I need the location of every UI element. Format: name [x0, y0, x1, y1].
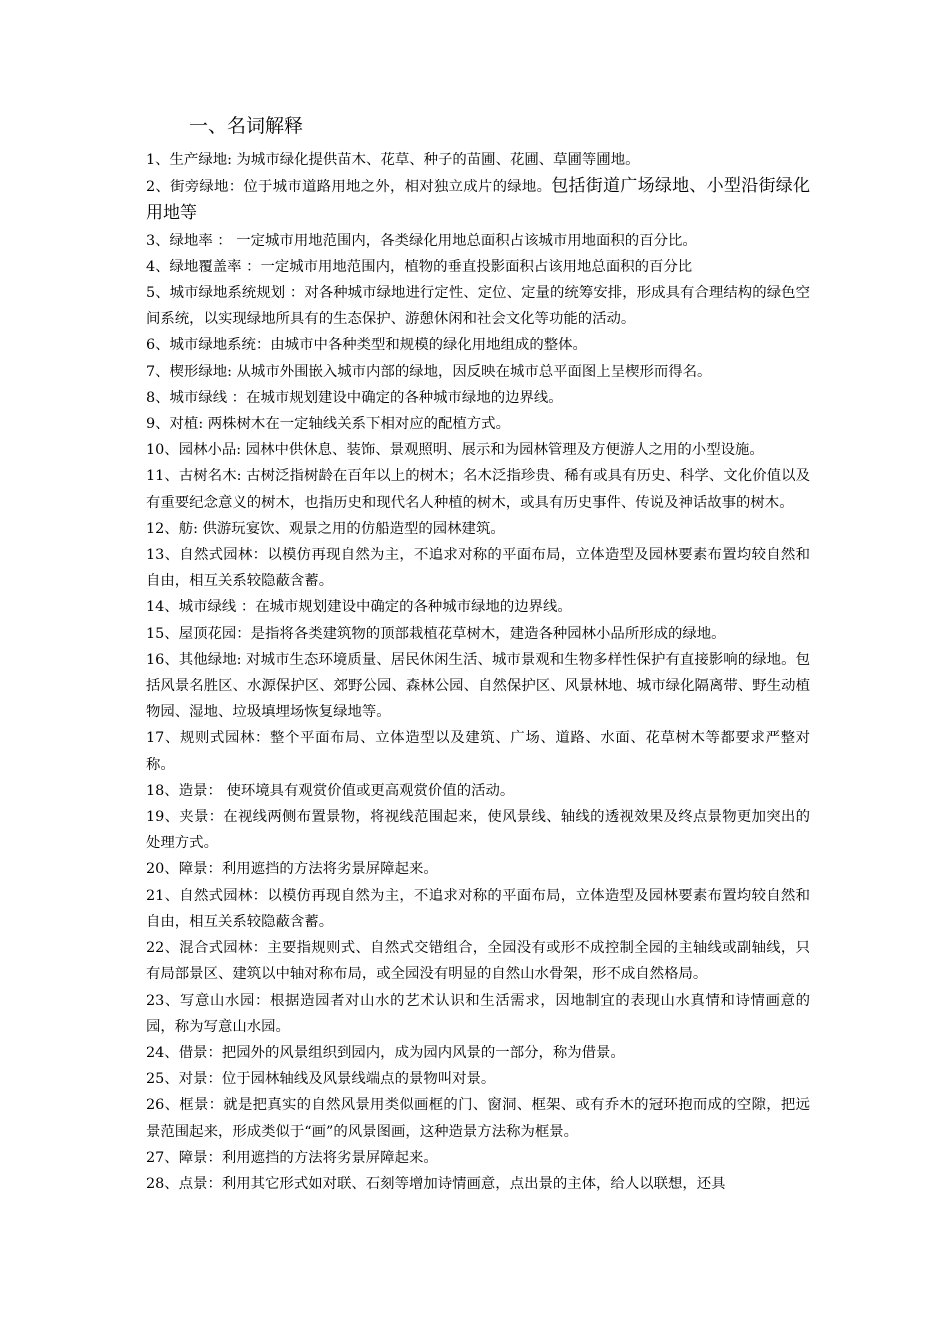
- definitions-list: [146, 147, 810, 1197]
- list-item: 6、城市绿地系统：由城市中各种类型和规模的绿化用地组成的整体。: [146, 337, 587, 354]
- list-item: 4、绿地覆盖率 ：一定城市用地范围内，植物的垂直投影面积占该用地总面积的百分比: [146, 258, 693, 275]
- list-item: 20、障景：利用遮挡的方法将劣景屏障起来。: [146, 861, 438, 878]
- list-item: 16、其他绿地: 对城市生态环境质量、居民休闲生活、城市景观和生物多样性保护有直接影响的绿地。包括风景名胜区、水源保护区、郊野公园、森林公园、自然保护区、风景林地、城市绿化隔离带、野生动植物园、湿地、垃圾填埋场恢复绿地等。: [146, 651, 810, 721]
- list-item: 12、舫: 供游玩宴饮、观景之用的仿船造型的园林建筑。: [146, 520, 505, 537]
- list-item: 1、生产绿地: 为城市绿化提供苗木、花草、种子的苗圃、花圃、草圃等圃地。: [146, 152, 640, 168]
- list-item: 21、自然式园林：以模仿再现自然为主，不追求对称的平面布局，立体造型及园林要素布置均较自然和自由，相互关系较隐蔽含蓄。: [146, 887, 810, 930]
- list-item: 27、障景：利用遮挡的方法将劣景屏障起来。: [146, 1149, 438, 1166]
- list-item: 5、城市绿地系统规划 ：对各种城市绿地进行定性、定位、定量的统筹安排，形成具有合理结构的绿色空间系统，以实现绿地所具有的生态保护、游憩休闲和社会文化等功能的活动。: [146, 285, 810, 328]
- list-item: 2、街旁绿地：位于城市道路用地之外，相对独立成片的绿地。包括街道广场绿地、小型沿街绿化用地等: [146, 176, 810, 224]
- list-item: 14、城市绿线 ：在城市规划建设中确定的各种城市绿地的边界线。: [146, 599, 572, 616]
- list-item: 18、造景： 使环境具有观赏价值或更高观赏价值的活动。: [146, 782, 515, 799]
- list-item: 15、屋顶花园：是指将各类建筑物的顶部栽植花草树木，建造各种园林小品所形成的绿地。: [146, 625, 726, 642]
- list-item: 24、借景：把园外的风景组织到园内，成为园内风景的一部分，称为借景。: [146, 1044, 625, 1061]
- list-item: 10、园林小品: 园林中供休息、装饰、景观照明、展示和为园林管理及方便游人之用的小型设施。: [146, 442, 764, 459]
- section-title: 一、名词解释: [189, 115, 304, 137]
- list-item: 22、混合式园林：主要指规则式、自然式交错组合，全园没有或形不成控制全园的主轴线或副轴线，只有局部景区、建筑以中轴对称布局，或全园没有明显的自然山水骨架，形不成自然格局。: [146, 940, 810, 983]
- list-item: 9、对植: 两株树木在一定轴线关系下相对应的配植方式。: [146, 416, 510, 433]
- list-item: 26、框景：就是把真实的自然风景用类似画框的门、窗洞、框架、或有乔木的冠环抱而成的空隙，把远景范围起来，形成类似于“画”的风景图画，这种造景方法称为框景。: [146, 1097, 810, 1140]
- list-item: 23、写意山水园：根据造园者对山水的艺术认识和生活需求，因地制宜的表现山水真情和诗情画意的园，称为写意山水园。: [146, 992, 810, 1035]
- list-item: 19、夹景：在视线两侧布置景物，将视线范围起来，使风景线、轴线的透视效果及终点景物更加突出的处理方式。: [146, 809, 810, 852]
- list-item: 13、自然式园林：以模仿再现自然为主，不追求对称的平面布局，立体造型及园林要素布置均较自然和自由，相互关系较隐蔽含蓄。: [146, 547, 810, 590]
- list-item: 3、绿地率 ： 一定城市用地范围内，各类绿化用地总面积占该城市用地面积的百分比。: [146, 232, 697, 249]
- list-item: 8、城市绿线 ：在城市规划建设中确定的各种城市绿地的边界线。: [146, 389, 563, 406]
- list-item: 25、对景：位于园林轴线及风景线端点的景物叫对景。: [146, 1071, 496, 1088]
- list-item: 28、点景：利用其它形式如对联、石刻等增加诗情画意，点出景的主体，给人以联想，还具: [146, 1175, 726, 1192]
- list-item-extra: 包括街道广场绿地、小型沿街绿化用地等: [146, 176, 810, 224]
- list-item: 17、规则式园林：整个平面布局、立体造型以及建筑、广场、道路、水面、花草树木等都要求严整对称。: [146, 730, 810, 773]
- list-item: 7、楔形绿地: 从城市外围嵌入城市内部的绿地，因反映在城市总平面图上呈楔形而得名。: [146, 363, 712, 380]
- list-item: 11、古树名木: 古树泛指树龄在百年以上的树木；名木泛指珍贵、稀有或具有历史、科学、文化价值以及有重要纪念意义的树木，也指历史和现代名人种植的树木，或具有历史事件、传说及神话故事的树木。: [146, 468, 810, 511]
